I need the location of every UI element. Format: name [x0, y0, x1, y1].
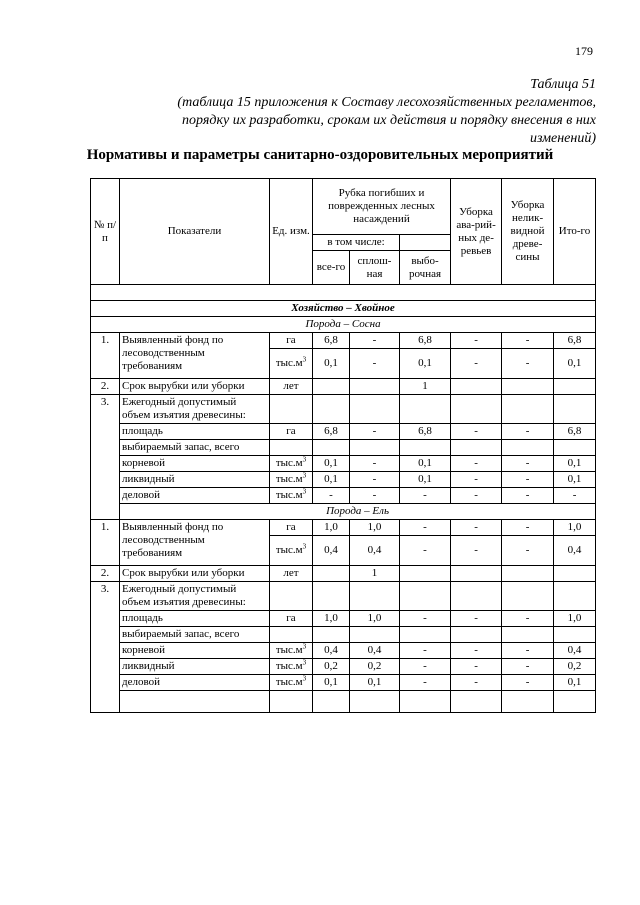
- empty-cell: [313, 691, 350, 713]
- empty-cell: [502, 379, 554, 395]
- indicator-label: выбираемый запас, всего: [120, 440, 270, 456]
- empty-cell: [350, 627, 400, 643]
- value-cell: 6,8: [400, 333, 451, 349]
- indicator-label: Выявленный фонд по лесоводственным требованиям: [120, 333, 270, 379]
- value-cell: -: [350, 488, 400, 504]
- empty-cell: [400, 566, 451, 582]
- empty-cell: [451, 379, 502, 395]
- value-cell: -: [502, 488, 554, 504]
- table-row: [91, 627, 596, 643]
- row-number: 1.: [91, 520, 120, 566]
- row-number: 3.: [91, 395, 120, 520]
- value-cell: -: [350, 349, 400, 379]
- value-cell: 6,8: [313, 333, 350, 349]
- empty-cell: [270, 627, 313, 643]
- caption-line-2: (таблица 15 приложения к Составу лесохозяйственных регламентов,: [177, 95, 596, 110]
- empty-cell: [313, 379, 350, 395]
- value-cell: -: [502, 643, 554, 659]
- empty-cell: [400, 395, 451, 424]
- value-cell: 0,1: [313, 349, 350, 379]
- indicator-label: ликвидный: [120, 472, 270, 488]
- superscript: 3: [302, 642, 307, 651]
- empty-cell: [313, 582, 350, 611]
- empty-cell: [350, 379, 400, 395]
- value-cell: -: [502, 611, 554, 627]
- row-number: 3.: [91, 582, 120, 713]
- value-cell: 1: [350, 566, 400, 582]
- empty-cell: [451, 582, 502, 611]
- empty-cell: [451, 691, 502, 713]
- value-cell: -: [451, 456, 502, 472]
- value-cell: 0,1: [554, 456, 596, 472]
- table-row: [91, 582, 596, 611]
- value-cell: -: [400, 536, 451, 566]
- caption-line-3: порядку их разработки, срокам их действия и порядку внесения в них: [182, 113, 596, 128]
- value-cell: -: [350, 456, 400, 472]
- value-cell: -: [400, 611, 451, 627]
- section-title: Хозяйство – Хвойное: [91, 301, 596, 317]
- value-cell: 1,0: [554, 520, 596, 536]
- value-cell: -: [451, 675, 502, 691]
- empty-cell: [554, 440, 596, 456]
- value-cell: 0,4: [313, 643, 350, 659]
- empty-cell: [451, 395, 502, 424]
- table-row: [91, 611, 596, 627]
- empty-cell: [502, 395, 554, 424]
- species-title: Порода – Ель: [120, 504, 596, 520]
- unit-cell: га: [270, 424, 313, 440]
- empty-cell: [350, 582, 400, 611]
- table-row: [91, 488, 596, 504]
- value-cell: -: [400, 520, 451, 536]
- value-cell: 0,1: [400, 472, 451, 488]
- value-cell: -: [502, 424, 554, 440]
- value-cell: 1,0: [350, 520, 400, 536]
- empty-cell: [400, 627, 451, 643]
- row-number: 1.: [91, 333, 120, 379]
- value-cell: 0,2: [350, 659, 400, 675]
- empty-cell: [270, 440, 313, 456]
- value-cell: -: [451, 536, 502, 566]
- value-cell: 0,1: [313, 456, 350, 472]
- empty-cell: [270, 395, 313, 424]
- empty-cell: [400, 440, 451, 456]
- empty-cell: [400, 582, 451, 611]
- value-cell: 0,1: [400, 349, 451, 379]
- value-cell: -: [502, 472, 554, 488]
- value-cell: 6,8: [554, 424, 596, 440]
- unit-cell: $тыс.м^3$: [270, 456, 313, 472]
- empty-cell: [270, 582, 313, 611]
- empty-cell: [502, 566, 554, 582]
- unit-cell: га: [270, 520, 313, 536]
- value-cell: -: [502, 520, 554, 536]
- indicator-label: деловой: [120, 675, 270, 691]
- indicator-label: корневой: [120, 643, 270, 659]
- caption-line-4: изменений): [529, 131, 596, 146]
- value-cell: 6,8: [400, 424, 451, 440]
- indicator-label: Срок вырубки или уборки: [120, 379, 270, 395]
- value-cell: -: [451, 520, 502, 536]
- value-cell: -: [350, 333, 400, 349]
- table-row: [91, 566, 596, 582]
- value-cell: 0,2: [554, 659, 596, 675]
- caption-line-1: Таблица 51: [530, 77, 596, 92]
- table-row: [91, 520, 596, 536]
- table-row: [91, 333, 596, 349]
- header-sum: Ито-го: [554, 179, 596, 285]
- empty-cell: [270, 691, 313, 713]
- value-cell: 6,8: [313, 424, 350, 440]
- page-number: 179: [575, 44, 593, 58]
- empty-cell: [554, 691, 596, 713]
- value-cell: -: [451, 333, 502, 349]
- empty-cell: [554, 379, 596, 395]
- unit-cell: лет: [270, 379, 313, 395]
- table-row: [91, 675, 596, 691]
- table-row: [91, 395, 596, 424]
- empty-cell: [451, 627, 502, 643]
- value-cell: 1,0: [313, 611, 350, 627]
- empty-cell: [120, 691, 270, 713]
- empty-cell: [554, 627, 596, 643]
- value-cell: 0,1: [313, 472, 350, 488]
- value-cell: 1,0: [313, 520, 350, 536]
- empty-cell: [554, 395, 596, 424]
- value-cell: -: [400, 659, 451, 675]
- header-felling: Рубка погибших и поврежденных лесных насаждений: [313, 179, 451, 235]
- unit-cell: $тыс.м^3$: [270, 536, 313, 566]
- superscript: 3: [302, 471, 307, 480]
- empty-cell: [554, 582, 596, 611]
- unit-cell: га: [270, 333, 313, 349]
- value-cell: -: [554, 488, 596, 504]
- value-cell: -: [502, 536, 554, 566]
- value-cell: -: [350, 424, 400, 440]
- empty-cell: [451, 566, 502, 582]
- superscript: 3: [302, 658, 307, 667]
- empty-cell: [502, 582, 554, 611]
- empty-cell: [451, 440, 502, 456]
- empty-row: [91, 285, 596, 301]
- indicator-label: площадь: [120, 424, 270, 440]
- unit-cell: $тыс.м^3$: [270, 349, 313, 379]
- indicator-label: Срок вырубки или уборки: [120, 566, 270, 582]
- empty-cell: [502, 691, 554, 713]
- superscript: 3: [302, 674, 307, 683]
- header-selective: выбо-рочная: [400, 251, 451, 285]
- value-cell: 0,4: [313, 536, 350, 566]
- table-row: [91, 440, 596, 456]
- header-indicators: Показатели: [120, 179, 270, 285]
- unit-cell: $тыс.м^3$: [270, 643, 313, 659]
- value-cell: -: [400, 675, 451, 691]
- value-cell: 0,4: [350, 643, 400, 659]
- indicator-label: Выявленный фонд по лесоводственным требованиям: [120, 520, 270, 566]
- header-emergency: Уборка ава-рий-ных де-ревьев: [451, 179, 502, 285]
- table-row: [91, 643, 596, 659]
- blank-row: [91, 691, 596, 713]
- superscript: 3: [302, 355, 307, 364]
- value-cell: 0,4: [350, 536, 400, 566]
- value-cell: -: [502, 675, 554, 691]
- empty-cell: [313, 440, 350, 456]
- value-cell: 1,0: [350, 611, 400, 627]
- table-row: [91, 456, 596, 472]
- value-cell: 0,4: [554, 536, 596, 566]
- header-including: в том числе:: [313, 235, 400, 251]
- value-cell: -: [313, 488, 350, 504]
- superscript: 3: [302, 542, 307, 551]
- value-cell: -: [502, 456, 554, 472]
- sanitary-measures-table: [90, 178, 596, 713]
- empty-cell: [400, 691, 451, 713]
- document-title: Нормативы и параметры санитарно-оздоровительных мероприятий: [86, 147, 554, 163]
- unit-cell: $тыс.м^3$: [270, 472, 313, 488]
- empty-cell: [313, 566, 350, 582]
- unit-cell: $тыс.м^3$: [270, 675, 313, 691]
- empty-cell: [554, 566, 596, 582]
- value-cell: -: [502, 333, 554, 349]
- empty-cell: [313, 627, 350, 643]
- species-row: [91, 504, 596, 520]
- value-cell: -: [451, 611, 502, 627]
- value-cell: -: [451, 472, 502, 488]
- indicator-label: Ежегодный допустимый объем изъятия древесины:: [120, 395, 270, 424]
- value-cell: 1,0: [554, 611, 596, 627]
- table-row: [91, 472, 596, 488]
- table-row: [91, 379, 596, 395]
- unit-cell: га: [270, 611, 313, 627]
- unit-cell: лет: [270, 566, 313, 582]
- value-cell: -: [451, 488, 502, 504]
- superscript: 3: [302, 455, 307, 464]
- superscript: 3: [302, 487, 307, 496]
- indicator-label: деловой: [120, 488, 270, 504]
- indicator-label: площадь: [120, 611, 270, 627]
- value-cell: 0,2: [313, 659, 350, 675]
- empty-cell: [350, 691, 400, 713]
- header-unit: Ед. изм.: [270, 179, 313, 285]
- value-cell: -: [451, 643, 502, 659]
- value-cell: -: [502, 349, 554, 379]
- indicator-label: Ежегодный допустимый объем изъятия древесины:: [120, 582, 270, 611]
- empty-cell: [502, 627, 554, 643]
- indicator-label: ликвидный: [120, 659, 270, 675]
- header-total: все-го: [313, 251, 350, 285]
- unit-cell: $тыс.м^3$: [270, 488, 313, 504]
- value-cell: 0,1: [554, 675, 596, 691]
- table-row: [91, 424, 596, 440]
- value-cell: -: [451, 349, 502, 379]
- species-row: [91, 317, 596, 333]
- value-cell: 6,8: [554, 333, 596, 349]
- value-cell: -: [502, 659, 554, 675]
- header-solid: сплош-ная: [350, 251, 400, 285]
- empty-cell: [502, 440, 554, 456]
- value-cell: -: [451, 659, 502, 675]
- row-number: 2.: [91, 379, 120, 395]
- species-title: Порода – Сосна: [91, 317, 596, 333]
- value-cell: -: [451, 424, 502, 440]
- value-cell: -: [350, 472, 400, 488]
- table-caption: [76, 76, 596, 148]
- value-cell: 0,1: [554, 472, 596, 488]
- empty-cell: [350, 440, 400, 456]
- value-cell: 0,4: [554, 643, 596, 659]
- section-row: [91, 301, 596, 317]
- value-cell: 0,1: [313, 675, 350, 691]
- value-cell: -: [400, 488, 451, 504]
- value-cell: -: [400, 643, 451, 659]
- value-cell: 0,1: [350, 675, 400, 691]
- value-cell: 1: [400, 379, 451, 395]
- row-number: 2.: [91, 566, 120, 582]
- unit-cell: $тыс.м^3$: [270, 659, 313, 675]
- indicator-label: выбираемый запас, всего: [120, 627, 270, 643]
- table-row: [91, 659, 596, 675]
- empty-cell: [313, 395, 350, 424]
- value-cell: 0,1: [400, 456, 451, 472]
- header-illiquid: Уборка нелик-видной древе-сины: [502, 179, 554, 285]
- header-num: № п/п: [91, 179, 120, 285]
- value-cell: 0,1: [554, 349, 596, 379]
- indicator-label: корневой: [120, 456, 270, 472]
- empty-cell: [350, 395, 400, 424]
